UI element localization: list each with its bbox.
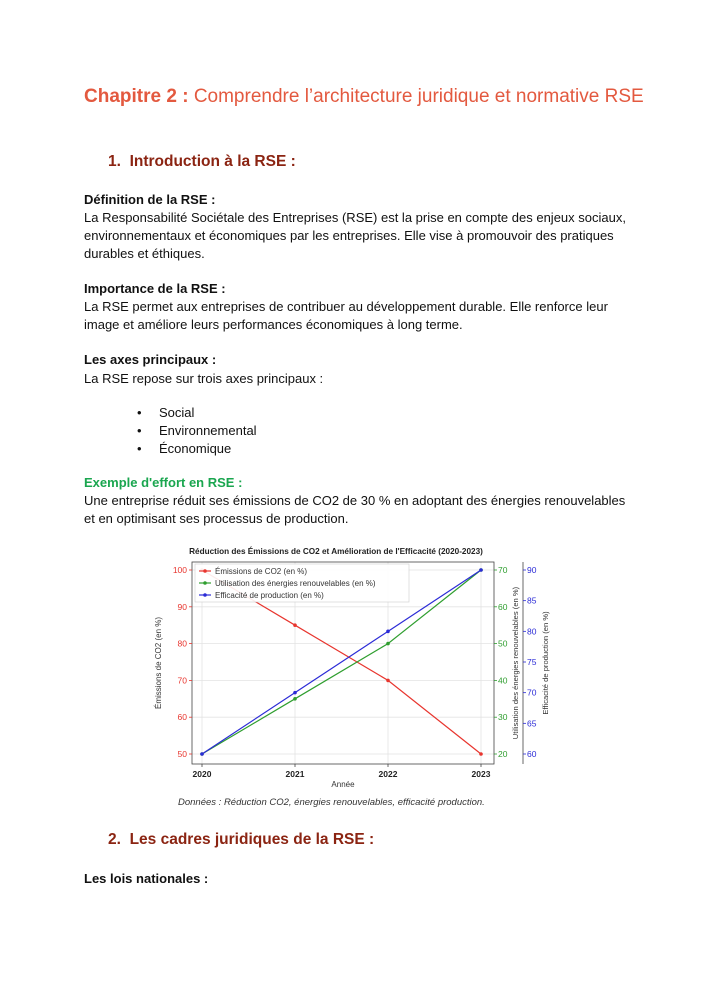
data-point <box>293 691 297 695</box>
co2-efficiency-chart <box>150 542 560 787</box>
example-text: Une entreprise réduit ses émissions de CO2 de 30 % en adoptant des énergies renouvelables et en optimisant ses processus de production. <box>84 493 626 526</box>
right-axis-tick-label: 40 <box>498 675 508 686</box>
x-axis-tick-label: 2021 <box>285 769 305 779</box>
national-laws-label: Les lois nationales : <box>84 871 209 886</box>
legend-marker <box>203 593 207 597</box>
secondary-right-axis-tick-label: 85 <box>527 595 537 606</box>
bullet-icon: • <box>137 405 142 420</box>
list-item-label: Économique <box>159 441 232 456</box>
left-axis-tick-label: 90 <box>177 601 187 612</box>
data-point <box>293 623 297 627</box>
left-axis-tick-label: 100 <box>172 565 187 575</box>
importance-text: La RSE permet aux entreprises de contribuer au développement durable. Elle renforce leur image et améliore leurs performances économiques à long terme. <box>84 299 608 332</box>
right-axis-tick-label: 70 <box>498 565 508 575</box>
bullet-icon: • <box>137 441 142 456</box>
data-point <box>479 568 483 572</box>
chapter-title <box>84 84 644 109</box>
x-axis-tick-label: 2022 <box>378 769 398 779</box>
section-heading-legal-frameworks <box>108 831 374 849</box>
chapter-number: Chapitre 2 : <box>84 86 189 107</box>
legend-label: Émissions de CO2 (en %) <box>215 567 308 576</box>
chart-title: Réduction des Émissions de CO2 et Amélioration de l'Efficacité (2020-2023) <box>189 547 483 556</box>
right-axis-tick-label: 30 <box>498 712 508 723</box>
chart-caption: Données : Réduction CO2, énergies renouvelables, efficacité production. <box>178 797 485 808</box>
right-axis-label: Utilisation des énergies renouvelables (en %) <box>511 586 520 740</box>
right-axis-tick-label: 60 <box>498 601 508 612</box>
section-number: 2. <box>108 831 121 848</box>
data-point <box>386 630 390 634</box>
legend-label: Utilisation des énergies renouvelables (en %) <box>215 579 376 588</box>
data-point <box>386 642 390 646</box>
section-heading-introduction <box>108 153 296 171</box>
x-axis-tick-label: 2020 <box>192 769 212 779</box>
chapter-name: Comprendre l’architecture juridique et normative RSE <box>193 86 644 107</box>
legend-marker <box>203 569 207 573</box>
list-item <box>137 404 257 422</box>
list-item <box>137 422 257 440</box>
secondary-right-axis-tick-label: 80 <box>527 626 537 637</box>
legend-marker <box>203 581 207 585</box>
secondary-right-axis-tick-label: 90 <box>527 565 537 575</box>
axes-text: La RSE repose sur trois axes principaux : <box>84 371 324 386</box>
secondary-right-axis-tick-label: 75 <box>527 657 537 667</box>
axes-list <box>137 404 257 458</box>
secondary-right-axis-tick-label: 70 <box>527 687 537 698</box>
section-number: 1. <box>108 153 121 170</box>
example-label: Exemple d'effort en RSE : <box>84 475 243 490</box>
x-axis-tick-label: 2023 <box>471 769 491 779</box>
section-title: Les cadres juridiques de la RSE : <box>129 831 375 848</box>
definition-label: Définition de la RSE : <box>84 192 216 207</box>
left-axis-tick-label: 70 <box>177 675 187 686</box>
secondary-right-axis-tick-label: 60 <box>527 749 537 759</box>
left-axis-tick-label: 50 <box>177 749 187 759</box>
list-item-label: Social <box>159 405 195 420</box>
secondary-right-axis-label: Efficacité de production (en %) <box>541 611 550 715</box>
legend-label: Efficacité de production (en %) <box>215 591 324 600</box>
data-point <box>200 752 204 756</box>
axes-label: Les axes principaux : <box>84 352 217 367</box>
right-axis-tick-label: 20 <box>498 749 508 759</box>
secondary-right-axis-tick-label: 65 <box>527 718 537 729</box>
left-axis-label: Émissions de CO2 (en %) <box>154 616 163 710</box>
list-item-label: Environnemental <box>159 423 257 438</box>
left-axis-tick-label: 80 <box>177 638 187 649</box>
importance-label: Importance de la RSE : <box>84 281 226 296</box>
section-title: Introduction à la RSE : <box>129 153 296 170</box>
x-axis-label: Année <box>331 780 355 787</box>
right-axis-tick-label: 50 <box>498 638 508 649</box>
data-point <box>293 697 297 701</box>
bullet-icon: • <box>137 423 142 438</box>
data-point <box>386 679 390 683</box>
list-item <box>137 440 257 458</box>
data-point <box>479 752 483 756</box>
definition-text: La Responsabilité Sociétale des Entreprises (RSE) est la prise en compte des enjeux sociaux, environnementaux et économiques par les entreprises. Elle vise à promouvoir des pratiques durables et éthiques. <box>84 210 626 261</box>
left-axis-tick-label: 60 <box>177 712 187 723</box>
